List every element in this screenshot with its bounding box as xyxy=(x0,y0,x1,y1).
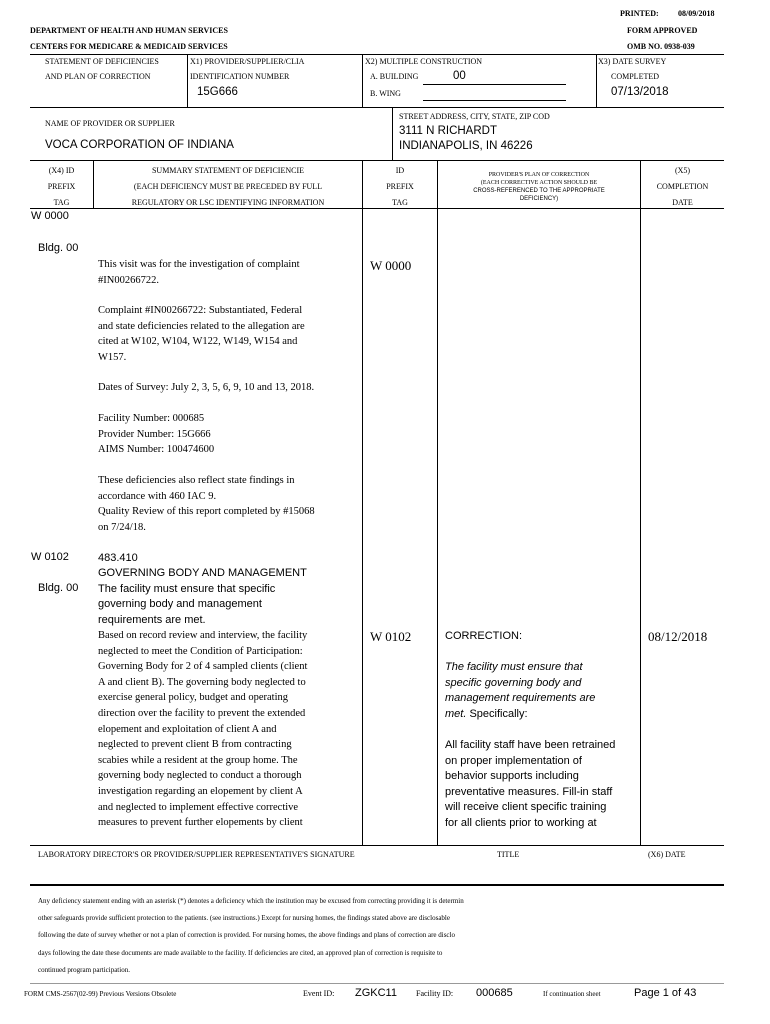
event-id-value: ZGKC11 xyxy=(355,987,397,999)
id-prefix-tag: W 0102 xyxy=(370,629,412,644)
summary-header-2: (EACH DEFICIENCY MUST BE PRECEDED BY FULL xyxy=(133,182,323,191)
plan-header-3: CROSS-REFERENCED TO THE APPROPRIATE xyxy=(473,188,605,194)
form-approved: FORM APPROVED xyxy=(627,26,698,35)
id-header: ID xyxy=(395,166,405,175)
x3-label-2: COMPLETED xyxy=(611,72,659,81)
address-line-2: INDIANAPOLIS, IN 46226 xyxy=(399,140,533,152)
printed-date: 08/09/2018 xyxy=(678,9,715,18)
statement-label: STATEMENT OF DEFICIENCIES xyxy=(45,57,159,66)
wing-underline xyxy=(423,100,566,101)
director-signature-label: LABORATORY DIRECTOR'S OR PROVIDER/SUPPLIER REPRESENTATIVE'S SIGNATURE xyxy=(38,850,355,859)
provider-name-label: NAME OF PROVIDER OR SUPPLIER xyxy=(45,119,175,128)
deficiency-paragraph: Complaint #IN00266722: Substantiated, Federal and state deficiencies related to the allegation are cited at W102, W104, W122, W149, W154 and W157. xyxy=(98,305,305,363)
centers-title: CENTERS FOR MEDICARE & MEDICAID SERVICES xyxy=(30,42,228,51)
building-tag: Bldg. 00 xyxy=(38,242,79,254)
printed-label: PRINTED: xyxy=(620,9,659,18)
x4-header-3: TAG xyxy=(53,198,70,207)
plan-header: PROVIDER'S PLAN OF CORRECTION xyxy=(488,172,590,178)
divider xyxy=(30,208,724,209)
x5-header-2: COMPLETION xyxy=(656,182,709,191)
continuation-label: If continuation sheet xyxy=(543,990,601,998)
omb-number: OMB NO. 0938-039 xyxy=(627,42,695,51)
divider xyxy=(596,54,597,107)
divider xyxy=(362,160,363,845)
deficiency-paragraph: This visit was for the investigation of complaint #IN00266722. xyxy=(98,259,300,286)
building-tag: Bldg. 00 xyxy=(38,582,79,594)
building-value: 00 xyxy=(453,70,466,82)
divider xyxy=(30,107,724,108)
deficiency-paragraph: Facility Number: 000685 Provider Number: 15G666 AIMS Number: 100474600 xyxy=(98,413,215,456)
divider xyxy=(30,884,724,886)
provider-id-value: 15G666 xyxy=(197,86,238,98)
x4-header: (X4) ID xyxy=(48,166,75,175)
summary-header-3: REGULATORY OR LSC IDENTIFYING INFORMATION xyxy=(131,198,325,207)
x1-label-2: IDENTIFICATION NUMBER xyxy=(190,72,290,81)
statement-label-2: AND PLAN OF CORRECTION xyxy=(45,72,151,81)
address-label: STREET ADDRESS, CITY, STATE, ZIP COD xyxy=(399,112,550,121)
correction-details: All facility staff have been retrained on proper implementation of behavior supports including preventative measures. Fill-in staff will receive client specific training for all clients prior to working at xyxy=(445,739,616,829)
id-prefix-tag: W 0000 xyxy=(370,258,412,273)
completion-date: 08/12/2018 xyxy=(648,629,708,644)
x1-label: X1) PROVIDER/SUPPLIER/CLIA xyxy=(190,57,305,66)
x5-header: (X5) xyxy=(674,166,691,175)
deficiency-paragraph: These deficiencies also reflect state findings in accordance with 460 IAC 9. Quality Review of this report completed by #15068 on 7/24/18. xyxy=(98,475,315,533)
deficiency-findings: Based on record review and interview, the facility neglected to meet the Condition of Participation: Governing Body for 2 of 4 sampled clients (client A and client B). The governing body neglected to exercise general policy, budget and operating direction over the facility to prevent the extended elopement and exploitation of client A and neglected to prevent client B from contracting scabies while a resident at the group home. The governing body neglected to conduct a thorough investigation regarding an elopement by client A and neglected to implement effective corrective measures to prevent further elopements by client xyxy=(98,630,308,829)
divider xyxy=(392,107,393,160)
divider xyxy=(30,983,724,984)
disclaimer-text: Any deficiency statement ending with an asterisk (*) denotes a deficiency which the institution may be excused from correcting providing it is determin other safeguards provide sufficient protection to the patients. (see instructions.) Except for nursing homes, the findings stated above are disclosable following the date of survey whether or not a plan of correction is provided. For nursing homes, the above findings and plans of correction are disclo days following the date these documents are made available to the facility. If deficiencies are cited, an approved plan of correction is requisite to continued program participation. xyxy=(38,897,464,974)
prefix-tag: W 0000 xyxy=(31,210,69,222)
divider xyxy=(30,845,724,846)
divider xyxy=(640,160,641,845)
x6-date-label: (X6) DATE xyxy=(648,850,686,859)
wing-label: B. WING xyxy=(370,89,401,98)
event-id-label: Event ID: xyxy=(303,989,335,998)
divider xyxy=(362,54,363,107)
survey-date-value: 07/13/2018 xyxy=(611,86,669,98)
regulation-text: 483.410 GOVERNING BODY AND MANAGEMENT The facility must ensure that specific governing body and management requirements are met. xyxy=(98,552,307,626)
title-label: TITLE xyxy=(497,850,520,859)
deficiency-paragraph: Dates of Survey: July 2, 3, 5, 6, 9, 10 and 13, 2018. xyxy=(98,382,315,393)
correction-text: The facility must ensure that specific governing body and management requirements are met. Specifically: xyxy=(445,661,596,720)
building-underline xyxy=(423,84,566,85)
department-title: DEPARTMENT OF HEALTH AND HUMAN SERVICES xyxy=(30,26,228,35)
x5-header-3: DATE xyxy=(672,198,693,207)
correction-label: CORRECTION: xyxy=(445,630,522,642)
summary-header: SUMMARY STATEMENT OF DEFICIENCIE xyxy=(151,166,305,175)
top-box-border xyxy=(30,54,724,55)
address-line-1: 3111 N RICHARDT xyxy=(399,125,497,137)
id-header-3: TAG xyxy=(392,198,408,207)
x4-header-2: PREFIX xyxy=(47,182,76,191)
building-label: A. BUILDING xyxy=(370,72,419,81)
form-number: FORM CMS-2567(02-99) Previous Versions Obsolete xyxy=(24,990,177,998)
x2-label: X2) MULTIPLE CONSTRUCTION xyxy=(365,57,483,66)
x3-label: X3) DATE SURVEY xyxy=(598,57,667,66)
divider xyxy=(30,160,724,161)
provider-name-value: VOCA CORPORATION OF INDIANA xyxy=(45,139,234,151)
id-header-2: PREFIX xyxy=(386,182,414,191)
plan-header-2: (EACH CORRECTIVE ACTION SHOULD BE xyxy=(480,180,598,186)
divider xyxy=(187,54,188,107)
page-number: Page 1 of 43 xyxy=(634,987,697,999)
plan-header-4: DEFICIENCY) xyxy=(519,196,559,202)
divider xyxy=(437,160,438,845)
prefix-tag: W 0102 xyxy=(31,551,69,563)
facility-id-label: Facility ID: xyxy=(416,989,454,998)
facility-id-value: 000685 xyxy=(476,987,513,999)
